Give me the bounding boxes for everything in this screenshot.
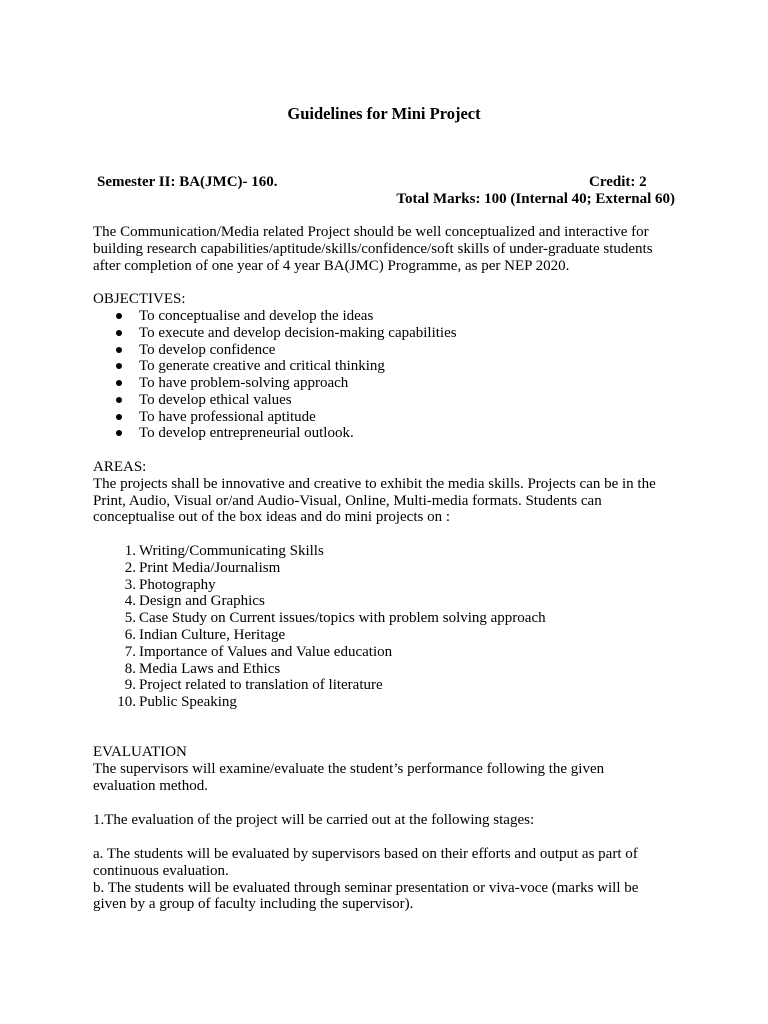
objectives-list [93,308,693,442]
list-number: 8. [124,660,136,677]
text-line: 1.The evaluation of the project will be carried out at the following stages: [93,812,535,828]
evaluation-stages [93,812,683,829]
text-line: building research capabilities/aptitude/skills/confidence/soft skills of under-graduate students [93,240,653,257]
list-item: 2. Print Media/Journalism [124,559,281,576]
list-item: 10. Public Speaking [117,694,237,711]
text-line: conceptualise out of the box ideas and do mini projects on : [93,509,450,526]
list-number: 3. [124,576,136,593]
list-number: 4. [124,593,136,610]
credit-label: Credit: 2 [589,174,647,190]
page-title: Guidelines for Mini Project [287,104,481,123]
text-line: The projects shall be innovative and creative to exhibit the media skills. Projects can be in the [93,475,656,492]
list-item: 3. Photography [124,576,216,593]
list-item: To have professional aptitude [93,409,693,426]
text-line: continuous evaluation. [93,862,229,879]
list-item: 5. Case Study on Current issues/topics with problem solving approach [124,610,546,627]
list-number: 9. [124,677,136,694]
list-item: 8. Media Laws and Ethics [124,660,281,677]
list-item: 4. Design and Graphics [124,593,265,610]
text-line: a. The students will be evaluated by supervisors based on their efforts and output as part of [93,846,638,862]
bullet-icon [116,380,122,386]
bullet-icon [116,313,122,319]
text-line: Print, Audio, Visual or/and Audio-Visual, Online, Multi-media formats. Students can [93,492,602,509]
list-number: 1. [124,543,136,559]
list-item: To execute and develop decision-making capabilities [93,325,693,342]
areas-list [93,543,693,711]
text-line: evaluation method. [93,777,208,794]
list-number: 5. [124,610,136,627]
text-line: given by a group of faculty including the supervisor). [93,896,414,913]
evaluation-section [93,744,683,794]
bullet-icon [116,414,122,420]
section-heading: EVALUATION [93,744,187,760]
list-number: 10. [117,694,136,711]
intro-paragraph [93,224,683,274]
list-item: 6. Indian Culture, Heritage [124,626,286,643]
list-item: To develop ethical values [93,392,693,409]
stage-a-paragraph [93,846,683,913]
list-item: To generate creative and critical thinking [93,358,693,375]
bullet-icon [116,363,122,369]
list-item: 7. Importance of Values and Value education [124,643,393,660]
list-item: To develop entrepreneurial outlook. [93,425,693,442]
list-item: 1. Writing/Communicating Skills [124,543,324,559]
list-number: 6. [124,626,136,643]
bullet-icon [116,330,122,336]
list-item: To develop confidence [93,342,693,359]
objectives-heading [93,291,683,308]
semester-label: Semester II: BA(JMC)- 160. [97,174,278,190]
bullet-icon [116,347,122,353]
list-item: To have problem-solving approach [93,375,693,392]
section-heading: OBJECTIVES: [93,291,186,307]
list-item: To conceptualise and develop the ideas [93,308,693,325]
section-heading: AREAS: [93,459,147,475]
text-line: The Communication/Media related Project should be well conceptualized and interactive for [93,224,649,240]
list-item: 9. Project related to translation of literature [124,677,383,694]
bullet-icon [116,397,122,403]
list-number: 2. [124,559,136,576]
list-number: 7. [124,643,136,660]
text-line: after completion of one year of 4 year BA(JMC) Programme, as per NEP 2020. [93,257,570,274]
areas-section [93,459,683,526]
total-marks-label: Total Marks: 100 (Internal 40; External 60) [396,191,675,207]
text-line: b. The students will be evaluated through seminar presentation or viva-voce (marks will be [93,879,639,896]
bullet-icon [116,430,122,436]
text-line: The supervisors will examine/evaluate the student’s performance following the given [93,760,605,777]
